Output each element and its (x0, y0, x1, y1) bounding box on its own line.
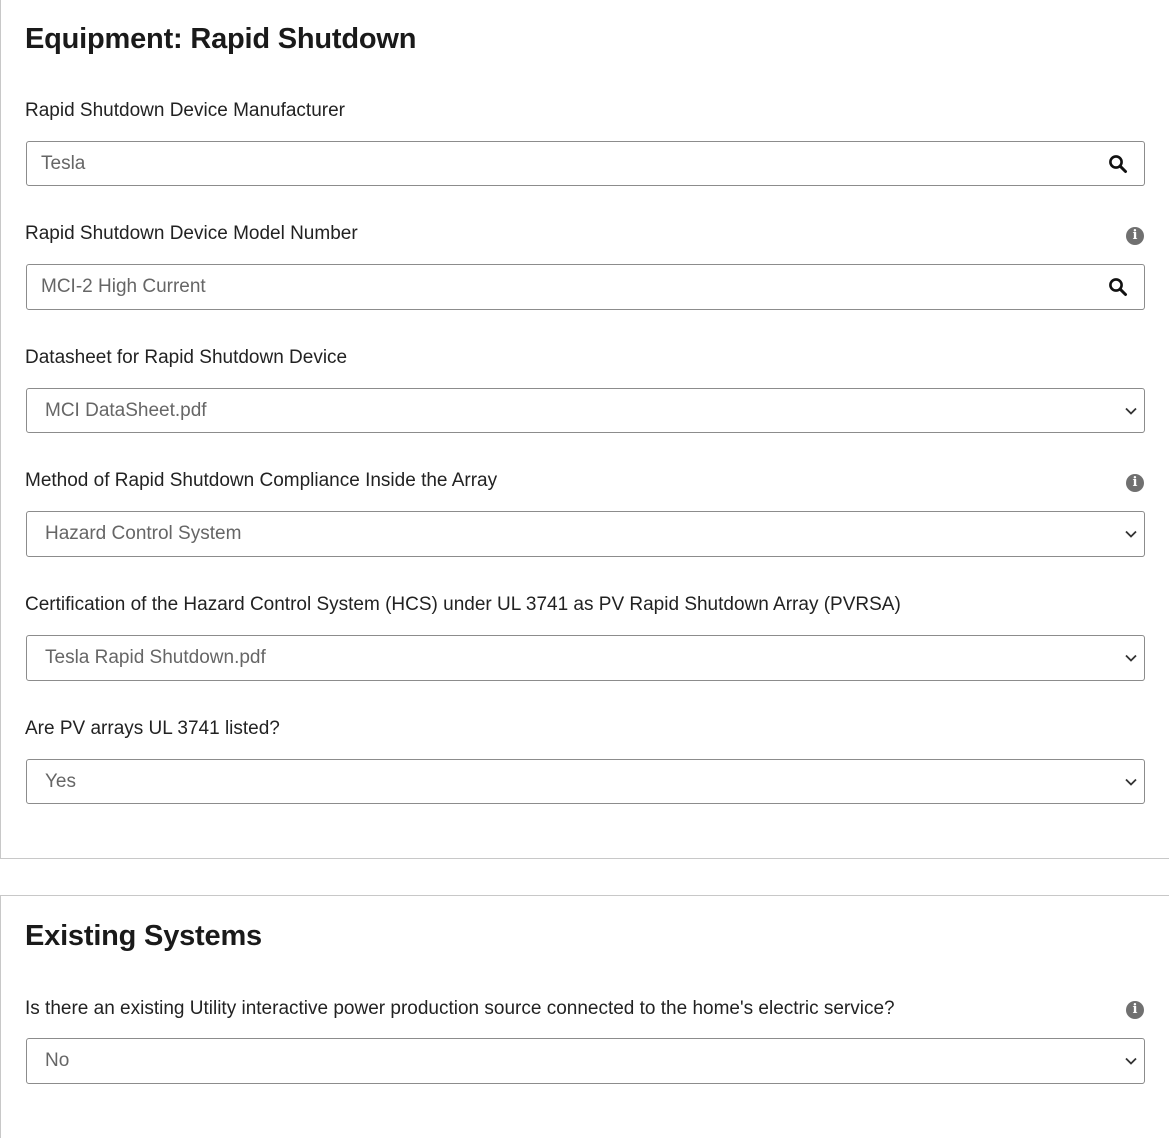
manufacturer-search-input[interactable] (26, 141, 1145, 186)
utility-interactive-label: Is there an existing Utility interactive power production source connected to the home's electric service? (25, 998, 895, 1019)
hcs-certification-select[interactable] (26, 635, 1145, 681)
chevron-down-icon (1124, 406, 1138, 416)
info-icon[interactable]: i (1126, 227, 1144, 245)
chevron-down-icon (1124, 653, 1138, 663)
manufacturer-value: Tesla (41, 153, 86, 174)
info-icon[interactable]: i (1126, 474, 1144, 492)
datasheet-label: Datasheet for Rapid Shutdown Device (25, 347, 348, 368)
utility-interactive-value: No (45, 1050, 70, 1071)
model-number-value: MCI-2 High Current (41, 276, 206, 297)
search-icon[interactable] (1108, 154, 1128, 174)
info-icon[interactable]: i (1126, 1001, 1144, 1019)
datasheet-value: MCI DataSheet.pdf (45, 400, 207, 421)
section-title: Equipment: Rapid Shutdown (25, 23, 417, 55)
manufacturer-label: Rapid Shutdown Device Manufacturer (25, 100, 346, 121)
chevron-down-icon (1124, 1056, 1138, 1066)
utility-interactive-select[interactable] (26, 1038, 1145, 1084)
compliance-method-select[interactable] (26, 511, 1145, 557)
ul3741-listed-value: Yes (45, 771, 76, 792)
datasheet-select[interactable] (26, 388, 1145, 433)
chevron-down-icon (1124, 529, 1138, 539)
existing-systems-section (0, 895, 1169, 1138)
model-number-search-input[interactable] (26, 264, 1145, 310)
ul3741-listed-label: Are PV arrays UL 3741 listed? (25, 718, 280, 739)
compliance-method-value: Hazard Control System (45, 523, 242, 544)
chevron-down-icon (1124, 777, 1138, 787)
ul3741-listed-select[interactable] (26, 759, 1145, 804)
hcs-certification-label: Certification of the Hazard Control System (HCS) under UL 3741 as PV Rapid Shutdown Array (PVRSA) (25, 594, 901, 615)
section-title: Existing Systems (25, 920, 262, 952)
compliance-method-label: Method of Rapid Shutdown Compliance Inside the Array (25, 470, 498, 491)
hcs-certification-value: Tesla Rapid Shutdown.pdf (45, 647, 266, 668)
search-icon[interactable] (1108, 277, 1128, 297)
model-number-label: Rapid Shutdown Device Model Number (25, 223, 358, 244)
